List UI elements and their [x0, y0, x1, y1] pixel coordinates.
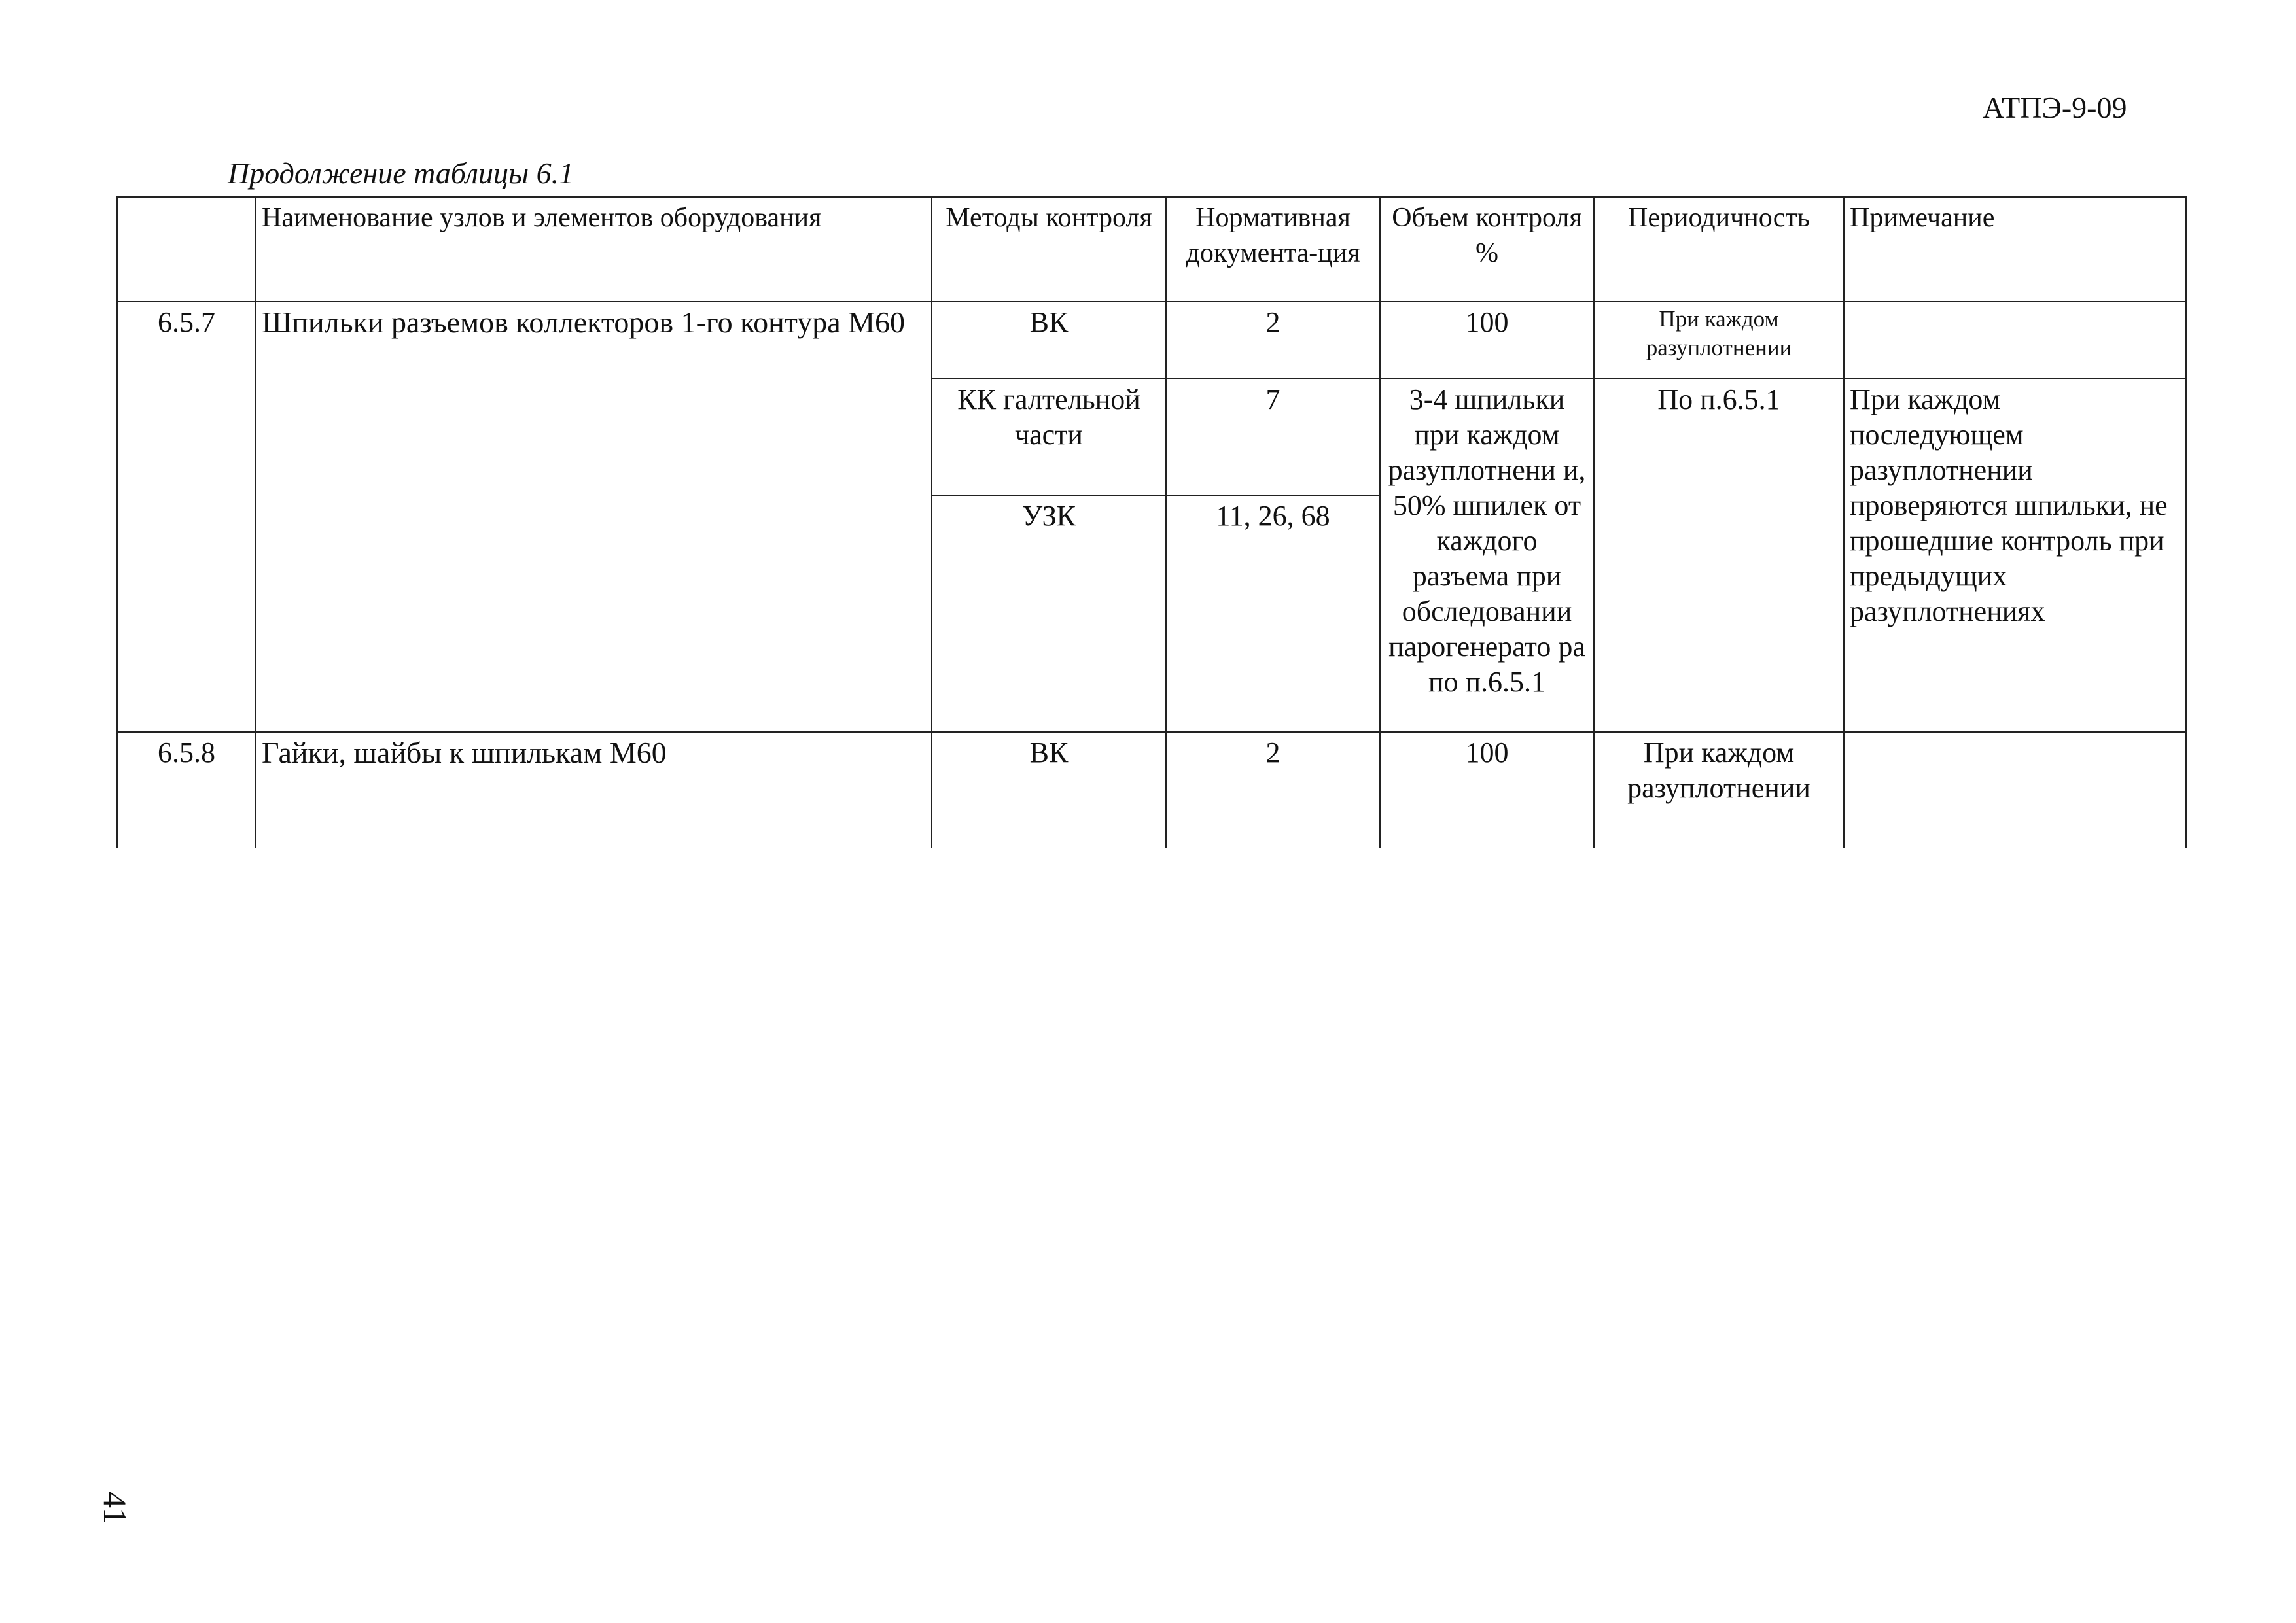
col-header-volume: Объем контроля %	[1380, 197, 1594, 302]
row-method: ВК	[932, 302, 1166, 379]
col-header-normdoc: Нормативная документа-ция	[1166, 197, 1380, 302]
document-code: АТПЭ-9-09	[1983, 91, 2127, 124]
row-normdoc: 11, 26, 68	[1166, 495, 1380, 732]
row-normdoc: 2	[1166, 302, 1380, 379]
table-header-row	[117, 197, 2186, 302]
table-row	[117, 302, 2186, 379]
row-method: ВК	[932, 732, 1166, 848]
row-period: При каждом разуплотнении	[1594, 302, 1844, 379]
row-number: 6.5.7	[117, 302, 256, 732]
row-number: 6.5.8	[117, 732, 256, 848]
row-note	[1844, 302, 2186, 379]
row-note: При каждом последующем разуплотнении проверяются шпильки, не прошедшие контроль при предыдущих разуплотнениях	[1844, 379, 2186, 732]
row-period: При каждом разуплотнении	[1594, 732, 1844, 848]
row-method: УЗК	[932, 495, 1166, 732]
row-name: Шпильки разъемов коллекторов 1-го контура М60	[256, 302, 932, 732]
col-header-number	[117, 197, 256, 302]
row-volume: 3-4 шпильки при каждом разуплотнени и, 50% шпилек от каждого разъема при обследовании парогенерато ра по п.6.5.1	[1380, 379, 1594, 732]
col-header-method: Методы контроля	[932, 197, 1166, 302]
row-volume: 100	[1380, 302, 1594, 379]
page-number: 41	[97, 1492, 133, 1524]
row-note	[1844, 732, 2186, 848]
table-row	[117, 732, 2186, 848]
row-method: КК галтельной части	[932, 379, 1166, 495]
row-normdoc: 2	[1166, 732, 1380, 848]
inspection-table	[116, 196, 2187, 848]
col-header-period: Периодичность	[1594, 197, 1844, 302]
row-normdoc: 7	[1166, 379, 1380, 495]
row-period: По п.6.5.1	[1594, 379, 1844, 732]
col-header-name: Наименование узлов и элементов оборудования	[256, 197, 932, 302]
table-caption: Продолжение таблицы 6.1	[228, 156, 574, 190]
row-volume: 100	[1380, 732, 1594, 848]
col-header-note: Примечание	[1844, 197, 2186, 302]
row-name: Гайки, шайбы к шпилькам М60	[256, 732, 932, 848]
